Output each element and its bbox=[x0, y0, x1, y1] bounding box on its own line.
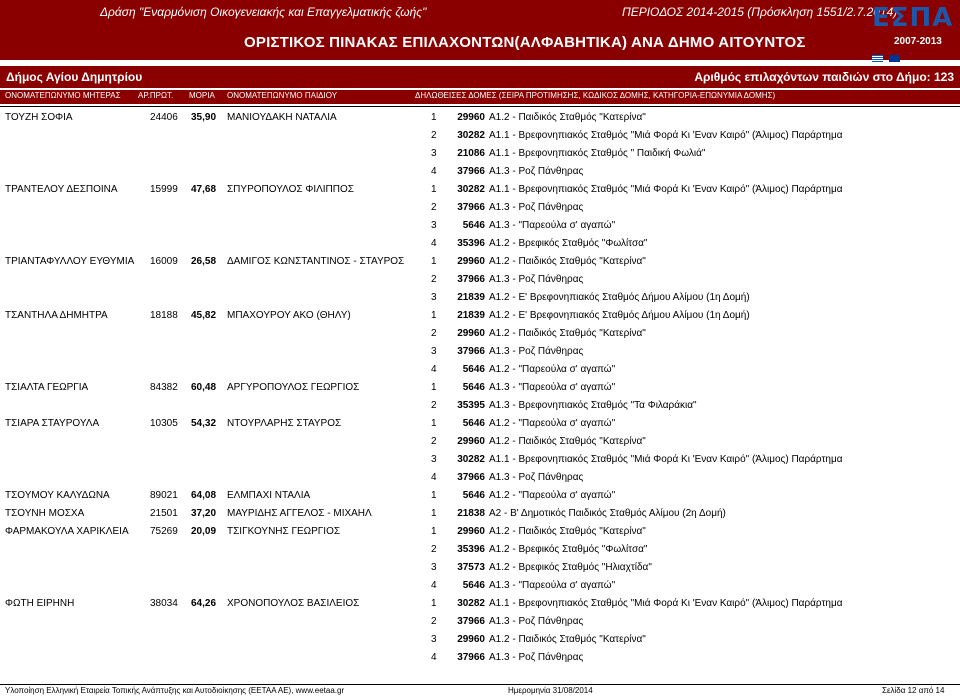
preference-order: 1 bbox=[431, 382, 437, 393]
structure-name: Α1.3 - "Παρεούλα σ' αγαπώ" bbox=[489, 220, 616, 231]
preference-order: 3 bbox=[431, 292, 437, 303]
preference-order: 4 bbox=[431, 472, 437, 483]
structure-code: 30282 bbox=[457, 454, 485, 465]
score-value: 54,32 bbox=[191, 418, 217, 429]
structure-code: 37966 bbox=[457, 652, 485, 663]
structure-code: 29960 bbox=[457, 256, 485, 267]
header-protocol: ΑΡ.ΠΡΩΤ. bbox=[138, 91, 174, 100]
table-row bbox=[0, 308, 960, 326]
protocol-number: 21501 bbox=[150, 508, 178, 519]
structure-name: Α1.2 - Παιδικός Σταθμός "Κατερίνα" bbox=[489, 436, 646, 447]
action-title: Δράση "Εναρμόνιση Οικογενειακής και Επαγγελματικής ζωής" bbox=[100, 5, 427, 19]
eu-flag-icon bbox=[889, 55, 900, 62]
child-name: ΜΠΑΧΟΥΡΟΥ ΑΚΟ (ΘΗΛΥ) bbox=[227, 310, 351, 321]
table-row bbox=[0, 128, 960, 146]
structure-code: 21839 bbox=[457, 292, 485, 303]
table-row bbox=[0, 632, 960, 650]
structure-code: 5646 bbox=[462, 364, 485, 375]
structure-name: Α1.3 - Ροζ Πάνθηρας bbox=[489, 166, 584, 177]
structure-code: 30282 bbox=[457, 184, 485, 195]
child-name: ΧΡΟΝΟΠΟΥΛΟΣ ΒΑΣΙΛΕΙΟΣ bbox=[227, 598, 360, 609]
table-row bbox=[0, 470, 960, 488]
espa-logo-years: 2007-2013 bbox=[894, 36, 942, 47]
protocol-number: 75269 bbox=[150, 526, 178, 537]
protocol-number: 38034 bbox=[150, 598, 178, 609]
preference-order: 2 bbox=[431, 274, 437, 285]
table-row bbox=[0, 272, 960, 290]
preference-order: 1 bbox=[431, 508, 437, 519]
score-value: 37,20 bbox=[191, 508, 217, 519]
structure-name: Α1.2 - Παιδικός Σταθμός "Κατερίνα" bbox=[489, 112, 646, 123]
child-name: ΝΤΟΥΡΛΑΡΗΣ ΣΤΑΥΡΟΣ bbox=[227, 418, 342, 429]
structure-name: Α1.3 - Βρεφονηπιακός Σταθμός "Τα Φιλαράκια" bbox=[489, 400, 697, 411]
children-count: Αριθμός επιλαχόντων παιδιών στο Δήμο: 123 bbox=[694, 70, 954, 84]
period-title: ΠΕΡΙΟΔΟΣ 2014-2015 (Πρόσκληση 1551/2.7.2014) bbox=[622, 5, 898, 19]
preference-order: 3 bbox=[431, 562, 437, 573]
structure-name: Α1.3 - Ροζ Πάνθηρας bbox=[489, 202, 584, 213]
structure-name: Α1.2 - Παιδικός Σταθμός "Κατερίνα" bbox=[489, 634, 646, 645]
table-row bbox=[0, 650, 960, 668]
structure-name: Α1.2 - "Παρεούλα σ' αγαπώ" bbox=[489, 490, 616, 501]
header-structures: ΔΗΛΩΘΕΙΣΕΣ ΔΟΜΕΣ (ΣΕΙΡΑ ΠΡΟΤΙΜΗΣΗΣ, ΚΩΔΙΚΟΣ ΔΟΜΗΣ, ΚΑΤΗΓΟΡΙΑ-ΕΠΩΝΥΜΙΑ ΔΟΜΗΣ) bbox=[415, 91, 776, 100]
header-divider bbox=[0, 106, 960, 107]
table-row bbox=[0, 254, 960, 272]
table-row bbox=[0, 290, 960, 308]
structure-name: Α1.1 - Βρεφονηπιακός Σταθμός "Μιά Φορά Κι 'Εναν Καιρό" (Άλιμος) Παράρτημα bbox=[489, 454, 843, 465]
structure-name: Α1.1 - Βρεφονηπιακός Σταθμός "Μιά Φορά Κι 'Εναν Καιρό" (Άλιμος) Παράρτημα bbox=[489, 130, 843, 141]
protocol-number: 15999 bbox=[150, 184, 178, 195]
structure-code: 5646 bbox=[462, 490, 485, 501]
footer-org: Υλοποίηση Ελληνική Εταιρεία Τοπικής Ανάπτυξης και Αυτοδιοίκησης (ΕΕΤΑΑ ΑΕ), www.eetaa.gr bbox=[5, 686, 345, 695]
child-name: ΜΑΥΡΙΔΗΣ ΑΓΓΕΛΟΣ - ΜΙΧΑΗΛ bbox=[227, 508, 372, 519]
footer-page: Σελίδα 12 από 14 bbox=[882, 686, 945, 695]
structure-code: 37966 bbox=[457, 472, 485, 483]
structure-name: Α1.3 - Ροζ Πάνθηρας bbox=[489, 274, 584, 285]
score-value: 47,68 bbox=[191, 184, 217, 195]
mother-name: ΤΣΙΑΡΑ ΣΤΑΥΡΟΥΛΑ bbox=[5, 418, 100, 429]
structure-code: 29960 bbox=[457, 526, 485, 537]
protocol-number: 24406 bbox=[150, 112, 178, 123]
preference-order: 2 bbox=[431, 436, 437, 447]
structure-code: 5646 bbox=[462, 418, 485, 429]
structure-code: 29960 bbox=[457, 436, 485, 447]
structure-code: 37966 bbox=[457, 202, 485, 213]
mother-name: ΤΣΙΑΛΤΑ ΓΕΩΡΓΙΑ bbox=[5, 382, 89, 393]
structure-name: Α1.2 - Παιδικός Σταθμός "Κατερίνα" bbox=[489, 256, 646, 267]
table-row bbox=[0, 596, 960, 614]
mother-name: ΤΣΟΥΜΟΥ ΚΑΛΥΔΩΝΑ bbox=[5, 490, 110, 501]
structure-code: 35395 bbox=[457, 400, 485, 411]
structure-code: 29960 bbox=[457, 328, 485, 339]
municipality-name: Δήμος Αγίου Δημητρίου bbox=[6, 70, 143, 84]
preference-order: 2 bbox=[431, 130, 437, 141]
structure-name: Α1.2 - Παιδικός Σταθμός "Κατερίνα" bbox=[489, 328, 646, 339]
preference-order: 4 bbox=[431, 364, 437, 375]
structure-code: 37573 bbox=[457, 562, 485, 573]
structure-name: Α1.2 - Βρεφικός Σταθμός "Ηλιαχτίδα" bbox=[489, 562, 652, 573]
structure-code: 5646 bbox=[462, 580, 485, 591]
mother-name: ΦΩΤΗ ΕΙΡΗΝΗ bbox=[5, 598, 75, 609]
structure-name: Α1.3 - Ροζ Πάνθηρας bbox=[489, 616, 584, 627]
score-value: 20,09 bbox=[191, 526, 217, 537]
table-row bbox=[0, 236, 960, 254]
table-row bbox=[0, 182, 960, 200]
table-row bbox=[0, 452, 960, 470]
protocol-number: 89021 bbox=[150, 490, 178, 501]
structure-name: Α1.3 - Ροζ Πάνθηρας bbox=[489, 472, 584, 483]
table-row bbox=[0, 362, 960, 380]
table-row bbox=[0, 578, 960, 596]
applicants-table bbox=[0, 110, 960, 668]
child-name: ΤΣΙΓΚΟΥΝΗΣ ΓΕΩΡΓΙΟΣ bbox=[227, 526, 341, 537]
table-row bbox=[0, 542, 960, 560]
table-row bbox=[0, 200, 960, 218]
flags-strip bbox=[872, 49, 952, 56]
table-row bbox=[0, 416, 960, 434]
preference-order: 4 bbox=[431, 166, 437, 177]
structure-code: 21838 bbox=[457, 508, 485, 519]
preference-order: 3 bbox=[431, 634, 437, 645]
municipality-bar bbox=[0, 66, 960, 88]
table-row bbox=[0, 488, 960, 506]
structure-name: Α1.2 - Παιδικός Σταθμός "Κατερίνα" bbox=[489, 526, 646, 537]
child-name: ΜΑΝΙΟΥΔΑΚΗ ΝΑΤΑΛΙΑ bbox=[227, 112, 337, 123]
structure-code: 37966 bbox=[457, 346, 485, 357]
structure-code: 21839 bbox=[457, 310, 485, 321]
table-row bbox=[0, 560, 960, 578]
table-row bbox=[0, 110, 960, 128]
child-name: ΑΡΓΥΡΟΠΟΥΛΟΣ ΓΕΩΡΓΙΟΣ bbox=[227, 382, 360, 393]
structure-name: Α1.1 - Βρεφονηπιακός Σταθμός "Μιά Φορά Κι 'Εναν Καιρό" (Άλιμος) Παράρτημα bbox=[489, 598, 843, 609]
table-row bbox=[0, 524, 960, 542]
table-row bbox=[0, 218, 960, 236]
score-value: 35,90 bbox=[191, 112, 217, 123]
greek-flag-icon bbox=[872, 55, 883, 62]
structure-code: 5646 bbox=[462, 220, 485, 231]
table-row bbox=[0, 434, 960, 452]
table-row bbox=[0, 506, 960, 524]
protocol-number: 18188 bbox=[150, 310, 178, 321]
structure-name: Α1.2 - Ε' Βρεφονηπιακός Σταθμός Δήμου Αλίμου (1η Δομή) bbox=[489, 310, 750, 321]
protocol-number: 16009 bbox=[150, 256, 178, 267]
table-row bbox=[0, 326, 960, 344]
table-row bbox=[0, 614, 960, 632]
structure-code: 29960 bbox=[457, 112, 485, 123]
child-name: ΣΠΥΡΟΠΟΥΛΟΣ ΦΙΛΙΠΠΟΣ bbox=[227, 184, 354, 195]
structure-name: Α1.3 - "Παρεούλα σ' αγαπώ" bbox=[489, 382, 616, 393]
structure-code: 35396 bbox=[457, 238, 485, 249]
structure-name: Α2 - Β' Δημοτικός Παιδικός Σταθμός Αλίμου (2η Δομή) bbox=[489, 508, 726, 519]
mother-name: ΤΣΟΥΝΗ ΜΟΣΧΑ bbox=[5, 508, 85, 519]
preference-order: 2 bbox=[431, 616, 437, 627]
table-row bbox=[0, 146, 960, 164]
preference-order: 2 bbox=[431, 202, 437, 213]
score-value: 26,58 bbox=[191, 256, 217, 267]
child-name: ΕΛΜΠΑΧΙ ΝΤΑΛΙΑ bbox=[227, 490, 311, 501]
mother-name: ΤΣΑΝΤΗΛΑ ΔΗΜΗΤΡΑ bbox=[5, 310, 108, 321]
structure-name: Α1.3 - Ροζ Πάνθηρας bbox=[489, 346, 584, 357]
footer-divider bbox=[0, 684, 960, 685]
structure-code: 37966 bbox=[457, 616, 485, 627]
preference-order: 2 bbox=[431, 544, 437, 555]
preference-order: 4 bbox=[431, 652, 437, 663]
preference-order: 1 bbox=[431, 598, 437, 609]
header-child: ΟΝΟΜΑΤΕΠΩΝΥΜΟ ΠΑΙΔΙΟΥ bbox=[227, 91, 338, 100]
table-row bbox=[0, 398, 960, 416]
child-name: ΔΑΜΙΓΟΣ ΚΩΝΣΤΑΝΤΙΝΟΣ - ΣΤΑΥΡΟΣ bbox=[227, 256, 405, 267]
structure-code: 37966 bbox=[457, 274, 485, 285]
score-value: 45,82 bbox=[191, 310, 217, 321]
table-row bbox=[0, 380, 960, 398]
structure-name: Α1.1 - Βρεφονηπιακός Σταθμός "Μιά Φορά Κι 'Εναν Καιρό" (Άλιμος) Παράρτημα bbox=[489, 184, 843, 195]
structure-name: Α1.2 - "Παρεούλα σ' αγαπώ" bbox=[489, 418, 616, 429]
page-title: ΟΡΙΣΤΙΚΟΣ ΠΙΝΑΚΑΣ ΕΠΙΛΑΧΟΝΤΩΝ(ΑΛΦΑΒΗΤΙΚΑ) ΑΝΑ ΔΗΜΟ ΑΙΤΟΥΝΤΟΣ bbox=[244, 34, 806, 51]
structure-code: 5646 bbox=[462, 382, 485, 393]
preference-order: 1 bbox=[431, 526, 437, 537]
preference-order: 1 bbox=[431, 184, 437, 195]
structure-code: 30282 bbox=[457, 130, 485, 141]
preference-order: 4 bbox=[431, 580, 437, 591]
preference-order: 3 bbox=[431, 148, 437, 159]
structure-name: Α1.2 - Βρεφικός Σταθμός "Φωλίτσα" bbox=[489, 238, 648, 249]
mother-name: ΤΡΑΝΤΕΛΟΥ ΔΕΣΠΟΙΝΑ bbox=[5, 184, 118, 195]
espa-logo bbox=[868, 3, 958, 58]
score-value: 64,08 bbox=[191, 490, 217, 501]
preference-order: 2 bbox=[431, 328, 437, 339]
preference-order: 2 bbox=[431, 400, 437, 411]
structure-code: 21086 bbox=[457, 148, 485, 159]
mother-name: ΤΡΙΑΝΤΑΦΥΛΛΟΥ ΕΥΘΥΜΙΑ bbox=[5, 256, 135, 267]
preference-order: 4 bbox=[431, 238, 437, 249]
espa-logo-text: ΕΣΠΑ bbox=[872, 3, 954, 33]
structure-code: 35396 bbox=[457, 544, 485, 555]
structure-code: 29960 bbox=[457, 634, 485, 645]
top-banner bbox=[0, 0, 960, 60]
structure-name: Α1.2 - Βρεφικός Σταθμός "Φωλίτσα" bbox=[489, 544, 648, 555]
protocol-number: 84382 bbox=[150, 382, 178, 393]
table-row bbox=[0, 164, 960, 182]
preference-order: 3 bbox=[431, 454, 437, 465]
column-headers bbox=[0, 90, 960, 104]
preference-order: 1 bbox=[431, 256, 437, 267]
preference-order: 1 bbox=[431, 418, 437, 429]
preference-order: 1 bbox=[431, 490, 437, 501]
preference-order: 3 bbox=[431, 220, 437, 231]
structure-code: 30282 bbox=[457, 598, 485, 609]
header-score: ΜΟΡΙΑ bbox=[189, 91, 215, 100]
preference-order: 1 bbox=[431, 112, 437, 123]
header-mother: ΟΝΟΜΑΤΕΠΩΝΥΜΟ ΜΗΤΕΡΑΣ bbox=[5, 91, 121, 100]
structure-name: Α1.2 - Ε' Βρεφονηπιακός Σταθμός Δήμου Αλίμου (1η Δομή) bbox=[489, 292, 750, 303]
preference-order: 1 bbox=[431, 310, 437, 321]
footer-date: Ημερομηνία 31/08/2014 bbox=[508, 686, 593, 695]
score-value: 64,26 bbox=[191, 598, 217, 609]
structure-name: Α1.2 - "Παρεούλα σ' αγαπώ" bbox=[489, 364, 616, 375]
mother-name: ΤΟΥΖΗ ΣΟΦΙΑ bbox=[5, 112, 73, 123]
structure-name: Α1.3 - "Παρεούλα σ' αγαπώ" bbox=[489, 580, 616, 591]
structure-name: Α1.3 - Ροζ Πάνθηρας bbox=[489, 652, 584, 663]
structure-code: 37966 bbox=[457, 166, 485, 177]
preference-order: 3 bbox=[431, 346, 437, 357]
mother-name: ΦΑΡΜΑΚΟΥΛΑ ΧΑΡΙΚΛΕΙΑ bbox=[5, 526, 129, 537]
protocol-number: 10305 bbox=[150, 418, 178, 429]
table-row bbox=[0, 344, 960, 362]
score-value: 60,48 bbox=[191, 382, 217, 393]
structure-name: Α1.1 - Βρεφονηπιακός Σταθμός " Παιδική Φωλιά" bbox=[489, 148, 706, 159]
